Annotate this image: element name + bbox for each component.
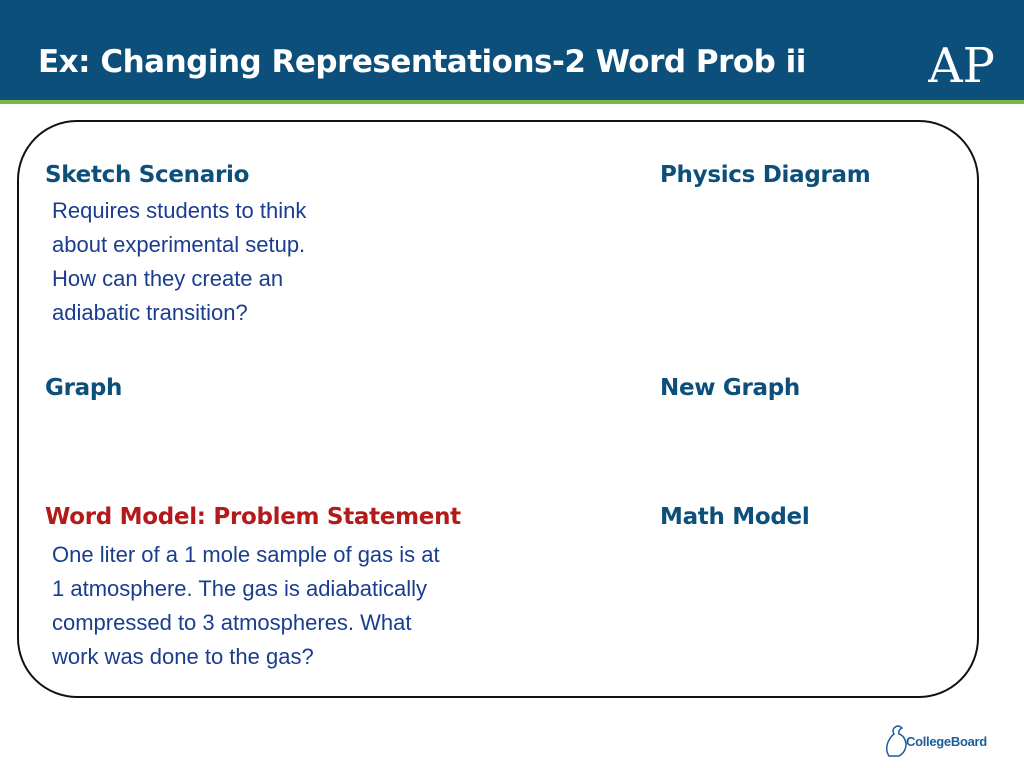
sketch-scenario-heading: Sketch Scenario <box>45 162 250 188</box>
collegeboard-logo-text: CollegeBoard <box>906 734 987 749</box>
slide-title: Ex: Changing Representations-2 Word Prob ii <box>38 44 806 80</box>
word-model-heading: Word Model: Problem Statement <box>45 504 461 530</box>
graph-heading: Graph <box>45 375 123 401</box>
new-graph-heading: New Graph <box>660 375 800 401</box>
ap-logo-icon <box>928 38 1000 88</box>
physics-diagram-heading: Physics Diagram <box>660 162 871 188</box>
math-model-heading: Math Model <box>660 504 810 530</box>
ap-logo-text: AP <box>928 38 995 88</box>
sketch-scenario-text: Requires students to think about experimental setup. How can they create an adiabatic transition? <box>52 198 307 325</box>
title-bar-rule <box>0 100 1024 104</box>
word-model-text: One liter of a 1 mole sample of gas is at 1 atmosphere. The gas is adiabatically compressed to 3 atmospheres. What work was done to the gas? <box>52 542 440 669</box>
